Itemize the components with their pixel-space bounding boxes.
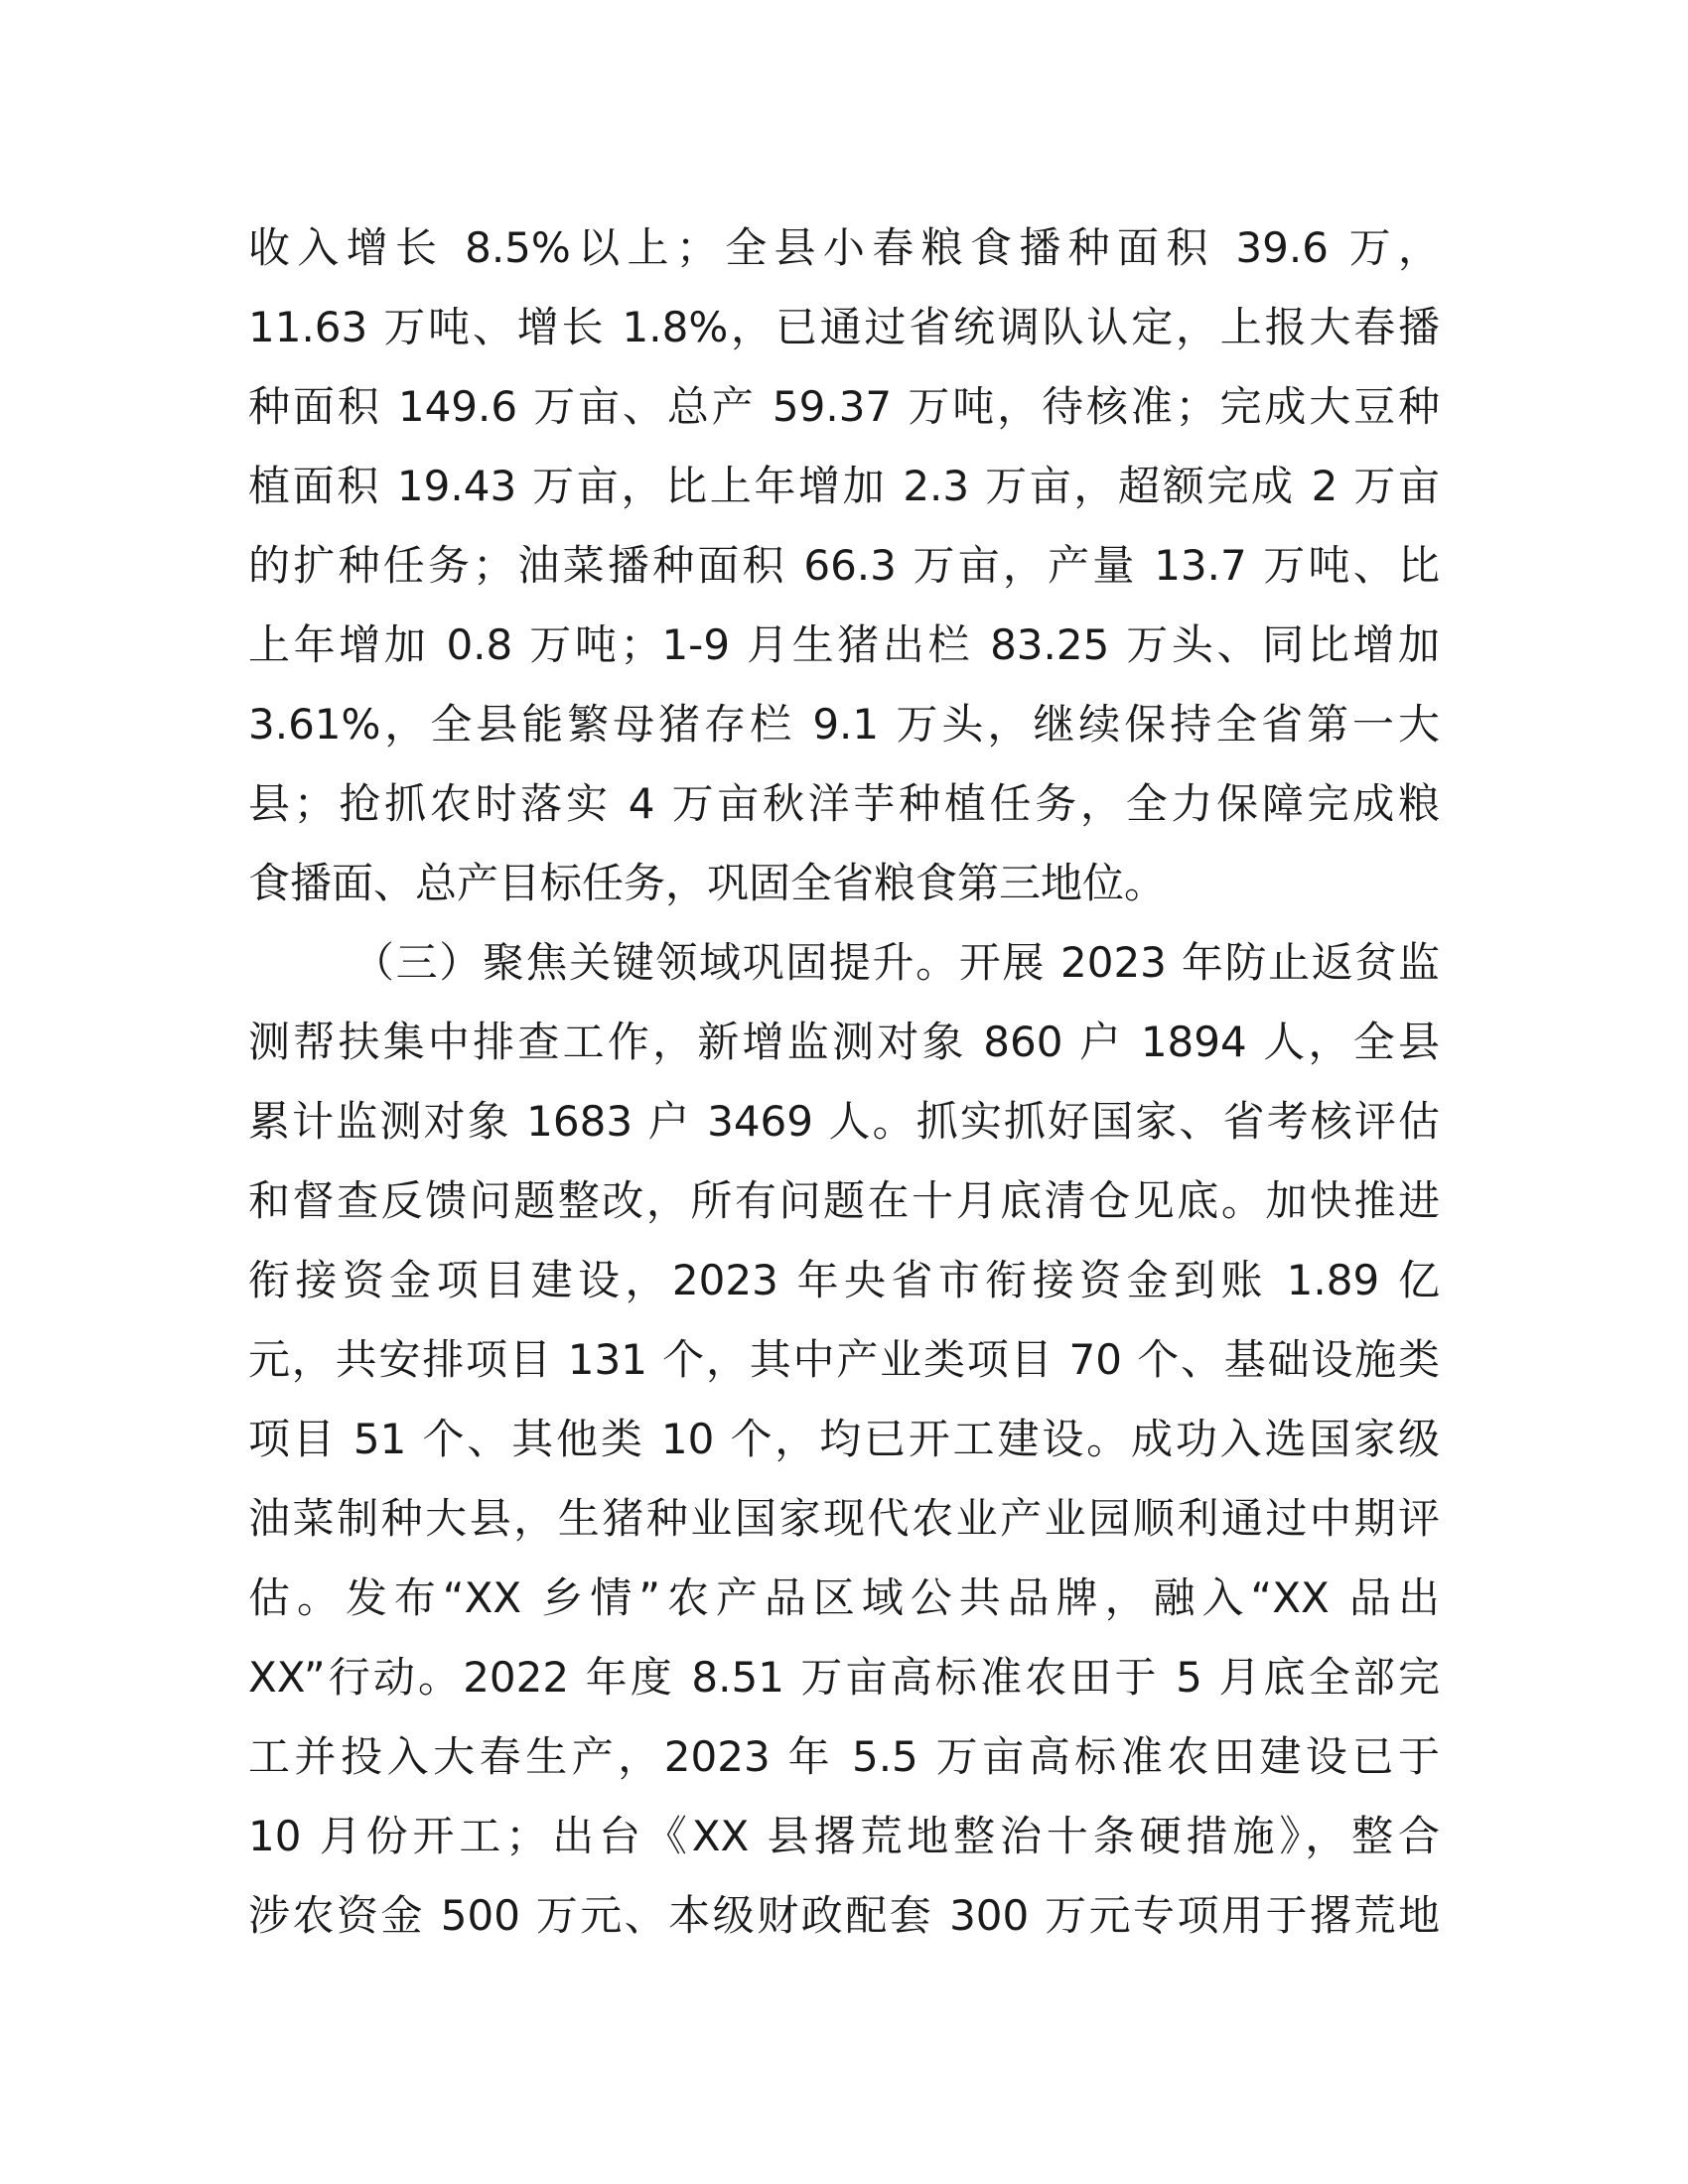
paragraph-2-line: 元，共安排项目 131 个，其中产业类项目 70 个、基础设施类 — [248, 1335, 1440, 1384]
paragraph-1-line: 县；抢抓农时落实 4 万亩秋洋芋种植任务，全力保障完成粮 — [248, 779, 1440, 828]
paragraph-1-line: 收入增长 8.5%以上；全县小春粮食播种面积 39.6 万， — [248, 223, 1440, 272]
paragraph-1-line: 上年增加 0.8 万吨；1-9 月生猪出栏 83.25 万头、同比增加 — [248, 620, 1440, 669]
paragraph-2-line: 和督查反馈问题整改，所有问题在十月底清仓见底。加快推进 — [248, 1176, 1440, 1225]
paragraph-2-line: 测帮扶集中排查工作，新增监测对象 860 户 1894 人，全县 — [248, 1018, 1440, 1066]
paragraph-2-line: XX”行动。2022 年度 8.51 万亩高标准农田于 5 月底全部完 — [248, 1653, 1440, 1702]
paragraph-1-line: 11.63 万吨、增长 1.8%，已通过省统调队认定，上报大春播 — [248, 303, 1440, 351]
paragraph-2-line: 工并投入大春生产，2023 年 5.5 万亩高标准农田建设已于 — [248, 1732, 1440, 1781]
paragraph-2-line: 估。发布“XX 乡情”农产品区域公共品牌，融入“XX 品出 — [248, 1573, 1440, 1622]
paragraph-1-line: 植面积 19.43 万亩，比上年增加 2.3 万亩，超额完成 2 万亩 — [248, 462, 1440, 510]
paragraph-1-line: 的扩种任务；油菜播种面积 66.3 万亩，产量 13.7 万吨、比 — [248, 541, 1440, 590]
paragraph-2-first-line: （三）聚焦关键领域巩固提升。开展 2023 年防止返贫监 — [352, 938, 1440, 987]
paragraph-2-line: 油菜制种大县，生猪种业国家现代农业产业园顺利通过中期评 — [248, 1494, 1440, 1543]
paragraph-1-line: 种面积 149.6 万亩、总产 59.37 万吨，待核准；完成大豆种 — [248, 382, 1440, 431]
paragraph-2-line: 累计监测对象 1683 户 3469 人。抓实抓好国家、省考核评估 — [248, 1097, 1440, 1146]
paragraph-2-line: 涉农资金 500 万元、本级财政配套 300 万元专项用于撂荒地 — [248, 1891, 1440, 1940]
paragraph-1-last-line: 食播面、总产目标任务，巩固全省粮食第三地位。 — [248, 859, 1167, 907]
paragraph-2-line: 衔接资金项目建设，2023 年央省市衔接资金到账 1.89 亿 — [248, 1256, 1440, 1304]
paragraph-2-line: 项目 51 个、其他类 10 个，均已开工建设。成功入选国家级 — [248, 1415, 1440, 1463]
paragraph-1-line: 3.61%，全县能繁母猪存栏 9.1 万头，继续保持全省第一大 — [248, 700, 1440, 749]
paragraph-2-line: 10 月份开工；出台《XX 县撂荒地整治十条硬措施》，整合 — [248, 1812, 1440, 1860]
